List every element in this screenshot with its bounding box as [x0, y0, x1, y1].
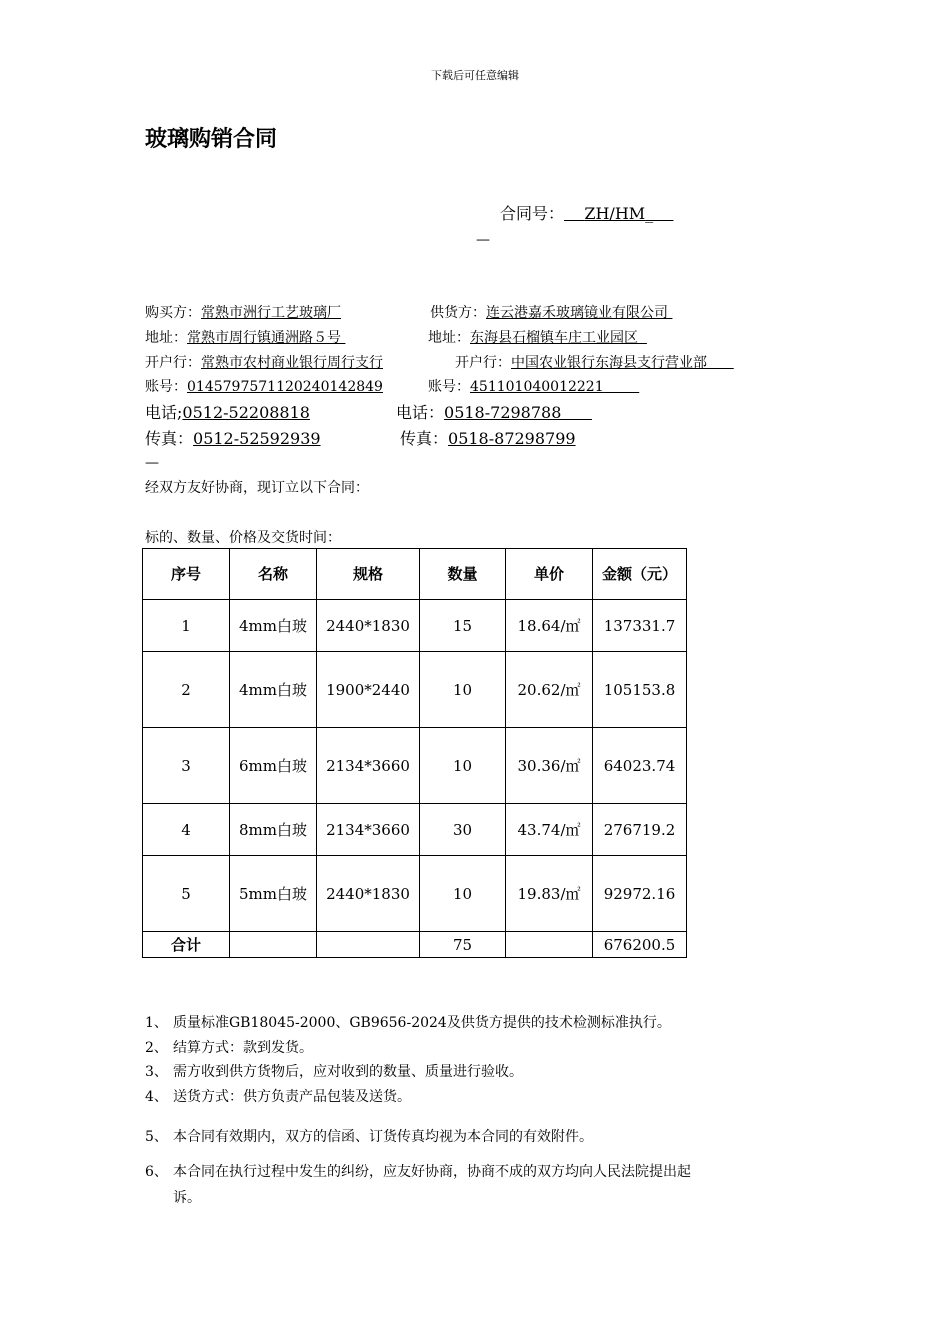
supplier-name-line: 供货方：连云港嘉禾玻璃镜业有限公司	[430, 302, 672, 322]
total-label: 合计	[143, 932, 230, 958]
separator: —	[145, 455, 159, 471]
cell: 19.83/㎡	[506, 856, 593, 932]
col-header: 单价	[506, 549, 593, 600]
cell: 4	[143, 804, 230, 856]
cell	[230, 932, 317, 958]
cell: 4mm白玻	[230, 652, 317, 728]
supplier-bank: 中国农业银行东海县支行营业部	[511, 355, 707, 371]
table-row	[143, 856, 687, 932]
buyer-fax-line: 传真：0512-52592939	[145, 429, 321, 448]
term-item: 6、 本合同在执行过程中发生的纠纷，应友好协商，协商不成的双方均向人民法院提出起	[145, 1164, 691, 1180]
cell: 5	[143, 856, 230, 932]
table-caption: 标的、数量、价格及交货时间：	[145, 530, 341, 546]
col-header: 名称	[230, 549, 317, 600]
table-row	[143, 652, 687, 728]
cell: 2134*3660	[317, 728, 420, 804]
col-header: 金额（元）	[593, 549, 687, 600]
cell: 43.74/㎡	[506, 804, 593, 856]
cell: 4mm白玻	[230, 600, 317, 652]
buyer-name: 常熟市洲行工艺玻璃厂	[201, 305, 341, 321]
buyer-bank: 常熟市农村商业银行周行支行	[201, 355, 383, 371]
cell: 8mm白玻	[230, 804, 317, 856]
supplier-phone: 0518-7298788	[444, 403, 562, 422]
cell: 10	[420, 652, 506, 728]
cell: 64023.74	[593, 728, 687, 804]
term-item: 5、 本合同有效期内，双方的信函、订货传真均视为本合同的有效附件。	[145, 1129, 593, 1145]
total-quantity: 75	[420, 932, 506, 958]
cell: 20.62/㎡	[506, 652, 593, 728]
cell: 137331.7	[593, 600, 687, 652]
buyer-account: 0145797571120240142849	[187, 379, 383, 395]
term-item: 3、 需方收到供方货物后，应对收到的数量、质量进行验收。	[145, 1064, 523, 1080]
goods-table	[142, 548, 687, 958]
cell: 276719.2	[593, 804, 687, 856]
buyer-account-line: 账号：0145797571120240142849	[145, 379, 383, 395]
cell: 105153.8	[593, 652, 687, 728]
table-total-row	[143, 932, 687, 958]
term-item: 2、 结算方式：款到发货。	[145, 1040, 313, 1056]
col-header: 数量	[420, 549, 506, 600]
cell: 1900*2440	[317, 652, 420, 728]
cell: 2440*1830	[317, 856, 420, 932]
buyer-address: 常熟市周行镇通洲路５号	[187, 330, 341, 346]
term-item-continuation: 诉。	[173, 1190, 201, 1206]
cell: 1	[143, 600, 230, 652]
buyer-phone: 0512-52208818	[182, 403, 310, 422]
cell: 2134*3660	[317, 804, 420, 856]
cell	[317, 932, 420, 958]
cell: 2	[143, 652, 230, 728]
header-note: 下载后可任意编辑	[431, 69, 519, 82]
buyer-bank-line: 开户行：常熟市农村商业银行周行支行	[145, 355, 383, 371]
supplier-account-line: 账号：451101040012221	[428, 376, 639, 396]
cell: 2440*1830	[317, 600, 420, 652]
buyer-address-line: 地址：常熟市周行镇通洲路５号	[145, 327, 345, 347]
term-item: 1、 质量标准GB18045-2000、GB9656-2024及供货方提供的技术检测标准执行。	[145, 1015, 671, 1031]
supplier-fax: 0518-87298799	[448, 429, 576, 448]
cell: 10	[420, 856, 506, 932]
supplier-bank-line: 开户行：中国农业银行东海县支行营业部	[455, 352, 734, 372]
cell: 5mm白玻	[230, 856, 317, 932]
buyer-name-line: 购买方：常熟市洲行工艺玻璃厂	[145, 305, 341, 321]
cell: 18.64/㎡	[506, 600, 593, 652]
cell: 3	[143, 728, 230, 804]
document-title: 玻璃购销合同	[145, 126, 278, 152]
supplier-account: 451101040012221	[470, 379, 604, 395]
cell	[506, 932, 593, 958]
cell: 30	[420, 804, 506, 856]
term-item: 4、 送货方式：供方负责产品包装及送货。	[145, 1089, 411, 1105]
table-row	[143, 804, 687, 856]
contract-number	[500, 201, 674, 224]
contract-number-label: 合同号：	[500, 204, 565, 223]
supplier-phone-line: 电话：0518-7298788	[396, 400, 592, 423]
supplier-address-line: 地址：东海县石榴镇车庄工业园区	[428, 327, 647, 347]
table-row	[143, 600, 687, 652]
contract-number-value: ZH/HM_	[584, 204, 674, 223]
cell: 30.36/㎡	[506, 728, 593, 804]
intro-text: 经双方友好协商，现订立以下合同：	[145, 480, 369, 496]
supplier-address: 东海县石榴镇车庄工业园区	[470, 330, 638, 346]
cell: 15	[420, 600, 506, 652]
buyer-fax: 0512-52592939	[193, 429, 321, 448]
total-amount: 676200.5	[593, 932, 687, 958]
buyer-phone-line: 电话;0512-52208818	[145, 403, 310, 422]
supplier-fax-line: 传真：0518-87298799	[400, 429, 576, 448]
cell: 10	[420, 728, 506, 804]
table-header-row	[143, 549, 687, 600]
table-row	[143, 728, 687, 804]
cell: 92972.16	[593, 856, 687, 932]
supplier-name: 连云港嘉禾玻璃镜业有限公司	[486, 305, 668, 321]
col-header: 序号	[143, 549, 230, 600]
cell: 6mm白玻	[230, 728, 317, 804]
contract-number-trail: —	[476, 232, 490, 248]
col-header: 规格	[317, 549, 420, 600]
